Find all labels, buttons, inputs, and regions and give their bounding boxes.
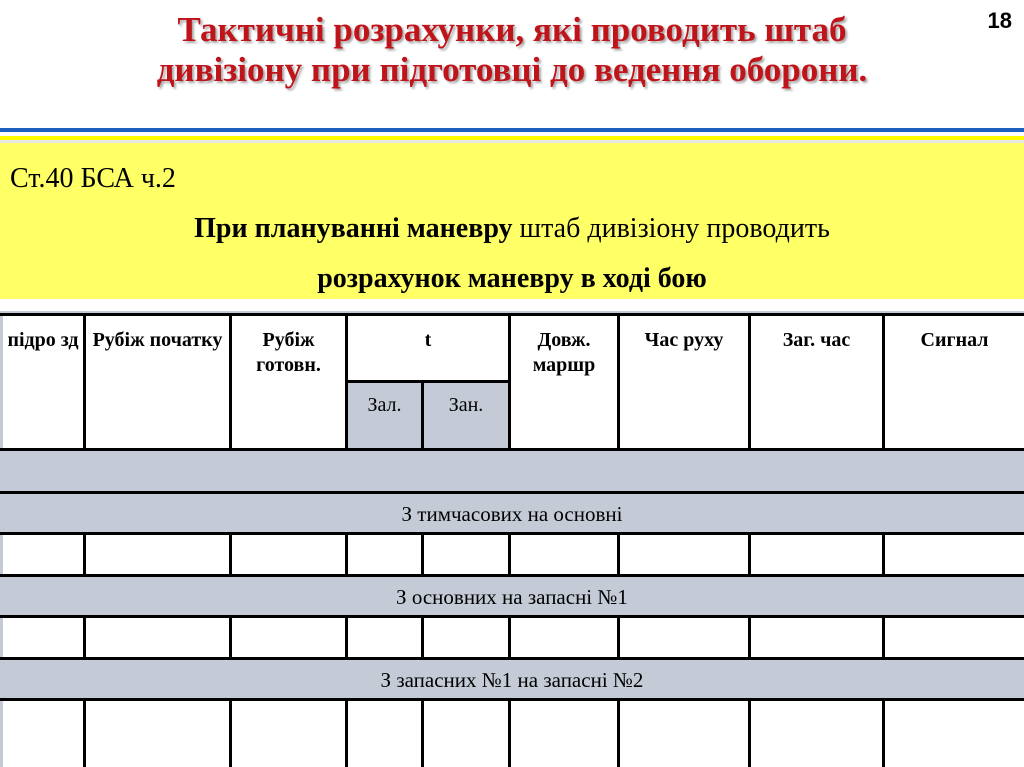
table-divider [0, 615, 1024, 618]
table-cell [620, 618, 748, 657]
header-syhnal: Сигнал [885, 316, 1024, 448]
maneuver-table [0, 311, 1024, 767]
column-line [229, 698, 232, 767]
table-cell [620, 535, 748, 574]
column-line [748, 313, 751, 451]
table-divider [0, 574, 1024, 577]
column-line [83, 698, 86, 767]
column-line [83, 532, 86, 577]
header-dovzh-marshr: Довж. маршр [511, 316, 617, 448]
column-line [421, 380, 424, 451]
intro-line2 [0, 213, 1024, 245]
section-label-3: З запасних №1 на запасні №2 [380, 668, 644, 692]
column-line [617, 698, 620, 767]
slide-title [0, 10, 1024, 90]
column-line [345, 313, 348, 451]
table-cell [424, 535, 508, 574]
intro-line3: розрахунок маневру в ході бою [317, 263, 707, 294]
table-cell [424, 701, 508, 767]
column-line [748, 698, 751, 767]
table-cell [86, 618, 229, 657]
table-cell [232, 618, 345, 657]
column-line [508, 615, 511, 660]
table-divider [0, 532, 1024, 535]
table-divider [0, 698, 1024, 701]
table-cell [232, 535, 345, 574]
header-t: t [348, 316, 508, 380]
slide-title-line1: Тактичні розрахунки, які проводить штаб [177, 10, 847, 49]
column-line [617, 615, 620, 660]
table-cell [3, 535, 83, 574]
subheader-divider [345, 380, 511, 383]
table-divider [0, 448, 1024, 451]
decorative-stripes [0, 128, 1024, 144]
column-line [882, 698, 885, 767]
table-cell [885, 618, 1024, 657]
column-line [617, 313, 620, 451]
header-rubizh-hotovn: Рубіж готовн. [232, 316, 345, 448]
column-line [83, 615, 86, 660]
column-line [421, 532, 424, 577]
section-label-1: З тимчасових на основні [401, 502, 623, 526]
column-line [345, 698, 348, 767]
table-cell [348, 535, 421, 574]
table-cell [348, 701, 421, 767]
table-cell [885, 535, 1024, 574]
column-line [748, 615, 751, 660]
column-line [508, 698, 511, 767]
table-cell [751, 701, 882, 767]
table-cell [232, 701, 345, 767]
table-cell [86, 535, 229, 574]
column-line [229, 615, 232, 660]
header-zah-chas: Заг. час [751, 316, 882, 448]
header-t-zal: Зал. [348, 383, 421, 448]
table-border-top [0, 313, 1024, 316]
intro-line2-bold: При плануванні маневру [194, 213, 513, 244]
slide-title-line2: дивізіону при підготовці до ведення оборони. [156, 50, 868, 89]
column-line [617, 532, 620, 577]
table-divider [0, 491, 1024, 494]
table-cell [3, 618, 83, 657]
column-line [508, 313, 511, 451]
table-cell [751, 535, 882, 574]
intro-box [0, 143, 1024, 299]
column-line [421, 615, 424, 660]
section-label-2: З основних на запасні №1 [396, 585, 628, 609]
header-t-zan: Зан. [424, 383, 508, 448]
slide-number: 18 [987, 8, 1012, 33]
table-cell [511, 535, 617, 574]
column-line [229, 313, 232, 451]
column-line [882, 532, 885, 577]
column-line [421, 698, 424, 767]
table-cell [885, 701, 1024, 767]
table-divider [0, 657, 1024, 660]
table-cell [511, 701, 617, 767]
header-rubizh-pochatku: Рубіж початку [86, 316, 229, 448]
column-line [882, 615, 885, 660]
column-line [345, 615, 348, 660]
column-line [229, 532, 232, 577]
column-line [748, 532, 751, 577]
header-chas-rukhu: Час руху [620, 316, 748, 448]
reference-text: Ст.40 БСА ч.2 [10, 163, 176, 194]
table-cell [3, 701, 83, 767]
column-line [508, 532, 511, 577]
table-cell [424, 618, 508, 657]
table-cell [348, 618, 421, 657]
table-cell [620, 701, 748, 767]
header-podrozd: підро зд [3, 316, 83, 448]
column-line [345, 532, 348, 577]
column-line [83, 313, 86, 451]
table-cell [751, 618, 882, 657]
column-line [882, 313, 885, 451]
table-cell [86, 701, 229, 767]
intro-line2-rest: штаб дивізіону проводить [512, 213, 830, 244]
table-cell [511, 618, 617, 657]
